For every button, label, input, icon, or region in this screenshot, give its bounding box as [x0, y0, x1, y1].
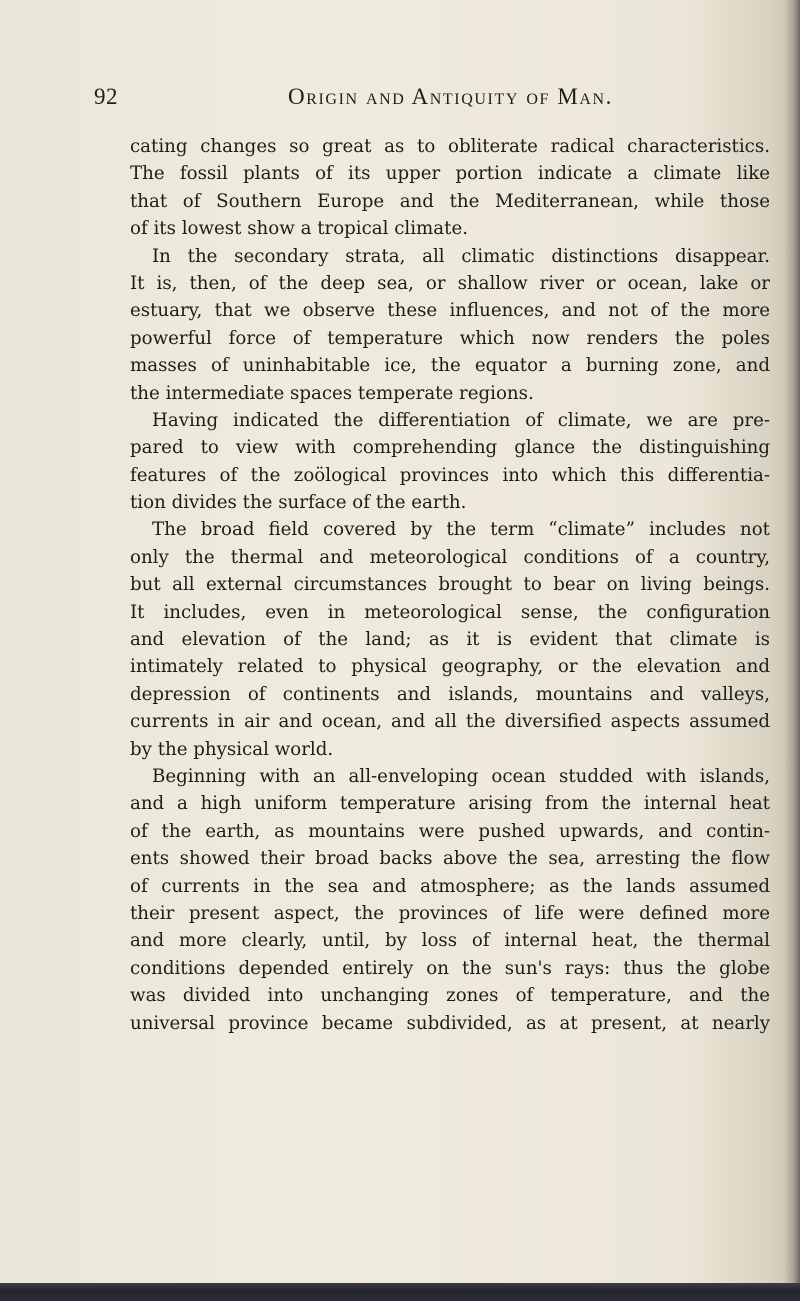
text-line: and a high uniform temperature arising from the internal heat — [130, 793, 770, 815]
text-line: estuary, that we observe these influences, and not of the more — [130, 300, 770, 322]
text-line: tion divides the surface of the earth. — [130, 492, 467, 514]
running-head: Origin and Antiquity of Man. — [288, 84, 614, 109]
text-line: but all external circumstances brought to bear on living beings. — [130, 574, 770, 596]
text-line: universal province became subdivided, as at present, at nearly — [130, 1012, 770, 1034]
page-number: 92 — [94, 84, 118, 109]
text-line: by the physical world. — [130, 738, 334, 760]
text-line: only the thermal and meteorological conditions of a country, — [130, 546, 770, 568]
text-line: the intermediate spaces temperate regions. — [130, 382, 534, 404]
page-bottom-edge — [0, 1283, 800, 1301]
text-line: of its lowest show a tropical climate. — [130, 218, 468, 240]
text-line: cating changes so great as to obliterate radical characteristics. — [130, 136, 770, 157]
text-line: In the secondary strata, all climatic distinctions disappear. — [152, 245, 770, 267]
text-line: It is, then, of the deep sea, or shallow river or ocean, lake or — [130, 272, 770, 294]
text-line: depression of continents and islands, mountains and valleys, — [130, 683, 770, 705]
text-line: conditions depended entirely on the sun's rays: thus the globe — [130, 957, 770, 979]
page-edge-shadow — [784, 0, 800, 1301]
text-line: pared to view with comprehending glance the distinguishing — [130, 437, 770, 459]
text-line: and elevation of the land; as it is evident that climate is — [130, 629, 770, 651]
text-line: It includes, even in meteorological sense, the configuration — [130, 601, 770, 623]
text-line: The broad field covered by the term “climate” includes not — [152, 519, 770, 541]
text-line: Having indicated the differentiation of climate, we are pre- — [152, 409, 770, 431]
text-line: was divided into unchanging zones of temperature, and the — [130, 985, 770, 1007]
text-line: powerful force of temperature which now renders the poles — [130, 327, 770, 349]
text-line: Beginning with an all-enveloping ocean studded with islands, — [152, 765, 770, 787]
text-line: masses of uninhabitable ice, the equator a burning zone, and — [130, 355, 770, 377]
page-header — [0, 72, 800, 112]
text-line: currents in air and ocean, and all the diversified aspects assumed — [130, 711, 770, 733]
body-text — [130, 133, 770, 1037]
text-line: of currents in the sea and atmosphere; as the lands assumed — [130, 875, 770, 897]
text-line: that of Southern Europe and the Mediterranean, while those — [130, 190, 770, 212]
text-line: their present aspect, the provinces of life were defined more — [130, 902, 770, 924]
text-line: The fossil plants of its upper portion indicate a climate like — [130, 163, 770, 185]
text-line: and more clearly, until, by loss of internal heat, the thermal — [130, 930, 770, 952]
text-line: intimately related to physical geography, or the elevation and — [130, 656, 770, 678]
text-line: ents showed their broad backs above the sea, arresting the flow — [130, 848, 770, 870]
text-line: of the earth, as mountains were pushed upwards, and contin- — [130, 820, 770, 842]
text-line: features of the zoölogical provinces into which this differentia- — [130, 464, 770, 486]
